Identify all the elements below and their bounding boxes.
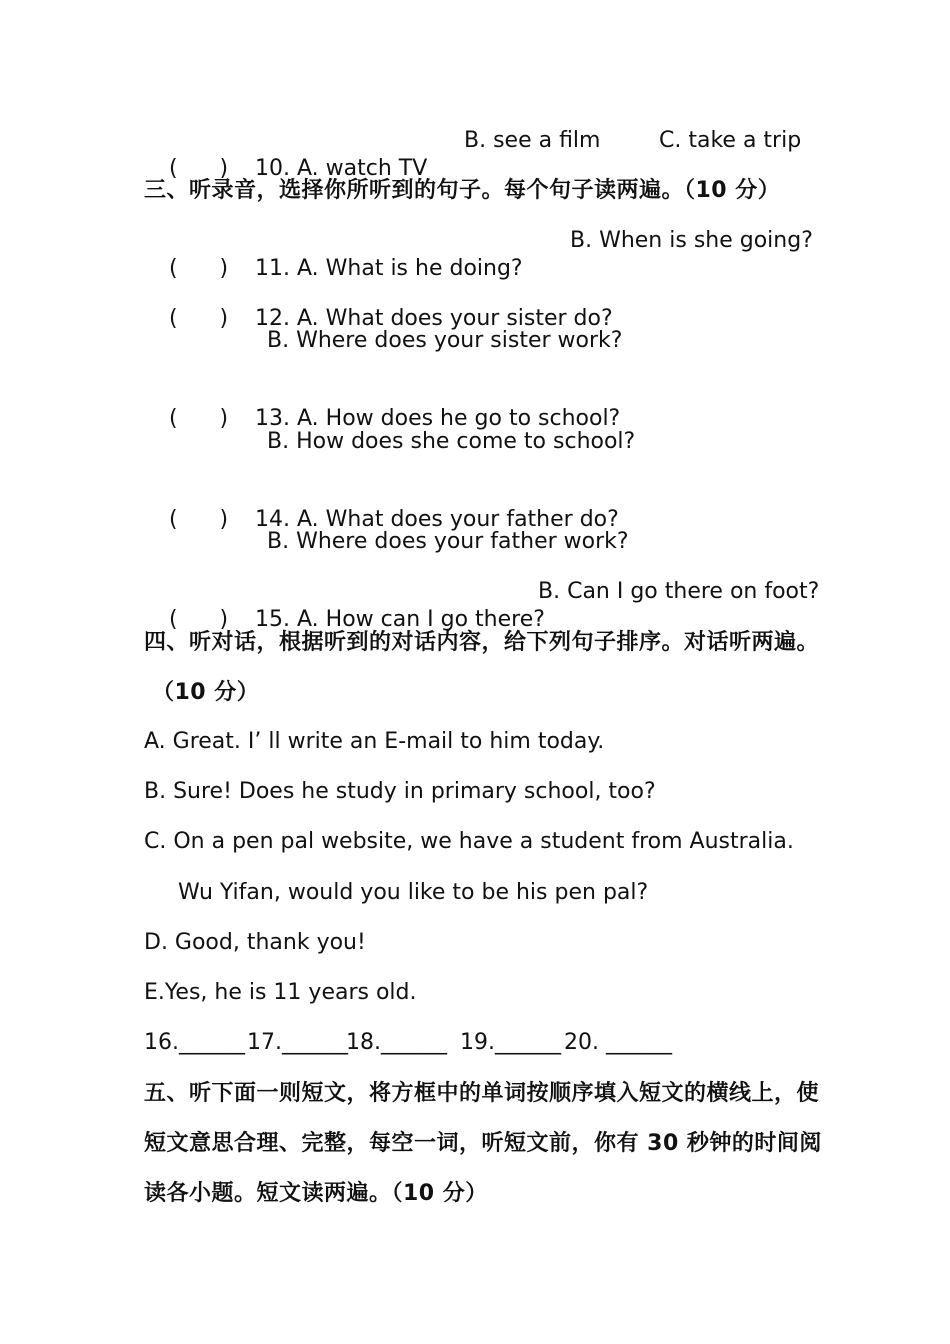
question-number: 12. — [255, 306, 290, 331]
dialogue-sentence-c-continued: Wu Yifan, would you like to be his pen pal? — [178, 880, 649, 905]
answer-bracket: ( ) — [169, 306, 229, 331]
dialogue-sentence-d: D. Good, thank you! — [144, 930, 366, 955]
q15-option-b: B. Can I go there on foot? — [538, 579, 820, 604]
dialogue-sentence-a: A. Great. I’ ll write an E-mail to him today. — [144, 729, 605, 754]
answer-blank-20[interactable]: 20. ______ — [564, 1030, 672, 1055]
option-a: A. What does your sister do? — [297, 306, 613, 331]
option-a: A. watch TV — [297, 156, 428, 181]
question-number: 15. — [255, 607, 290, 632]
section-4-score: （10 分） — [152, 680, 260, 705]
question-15 — [155, 578, 545, 634]
answer-bracket: ( ) — [169, 156, 229, 181]
option-a: A. How does he go to school? — [297, 406, 621, 431]
answer-blank-16[interactable]: 16.______ — [144, 1030, 245, 1055]
q11-option-b: B. When is she going? — [570, 228, 813, 253]
section-4-heading: 四、听对话，根据听到的对话内容，给下列句子排序。对话听两遍。 — [144, 630, 820, 655]
option-a: A. What is he doing? — [297, 256, 523, 281]
q10-option-b: B. see a film — [464, 128, 601, 153]
question-number: 11. — [255, 256, 290, 281]
question-14 — [155, 478, 619, 534]
dialogue-sentence-c: C. On a pen pal website, we have a student from Australia. — [144, 829, 794, 854]
section-5-heading-line1: 五、听下面一则短文，将方框中的单词按顺序填入短文的横线上，使 — [144, 1081, 820, 1106]
answer-blank-18[interactable]: 18.______ — [346, 1030, 447, 1055]
answer-blank-19[interactable]: 19.______ — [460, 1030, 561, 1055]
section-5-heading-line3: 读各小题。短文读两遍。（10 分） — [144, 1181, 488, 1206]
question-number: 14. — [255, 507, 290, 532]
option-a: A. What does your father do? — [297, 507, 619, 532]
q12-option-b: B. Where does your sister work? — [267, 328, 623, 353]
q10-option-c: C. take a trip — [659, 128, 802, 153]
q14-option-b: B. Where does your father work? — [267, 529, 629, 554]
dialogue-sentence-e: E.Yes, he is 11 years old. — [144, 980, 417, 1005]
question-12 — [155, 277, 613, 333]
answer-bracket: ( ) — [169, 406, 229, 431]
answer-bracket: ( ) — [169, 607, 229, 632]
question-13 — [155, 377, 620, 433]
section-3-heading: 三、听录音，选择你所听到的句子。每个句子读两遍。（10 分） — [144, 178, 781, 203]
q13-option-b: B. How does she come to school? — [267, 429, 636, 454]
dialogue-sentence-b: B. Sure! Does he study in primary school, too? — [144, 779, 656, 804]
question-number: 13. — [255, 406, 290, 431]
option-a: A. How can I go there? — [297, 607, 545, 632]
question-number: 10. — [255, 156, 290, 181]
section-5-heading-line2: 短文意思合理、完整，每空一词，听短文前，你有 30 秒钟的时间阅 — [144, 1131, 822, 1156]
answer-bracket: ( ) — [169, 507, 229, 532]
question-11 — [155, 227, 523, 283]
answer-blank-17[interactable]: 17.______ — [247, 1030, 348, 1055]
question-10 — [155, 127, 427, 183]
answer-bracket: ( ) — [169, 256, 229, 281]
